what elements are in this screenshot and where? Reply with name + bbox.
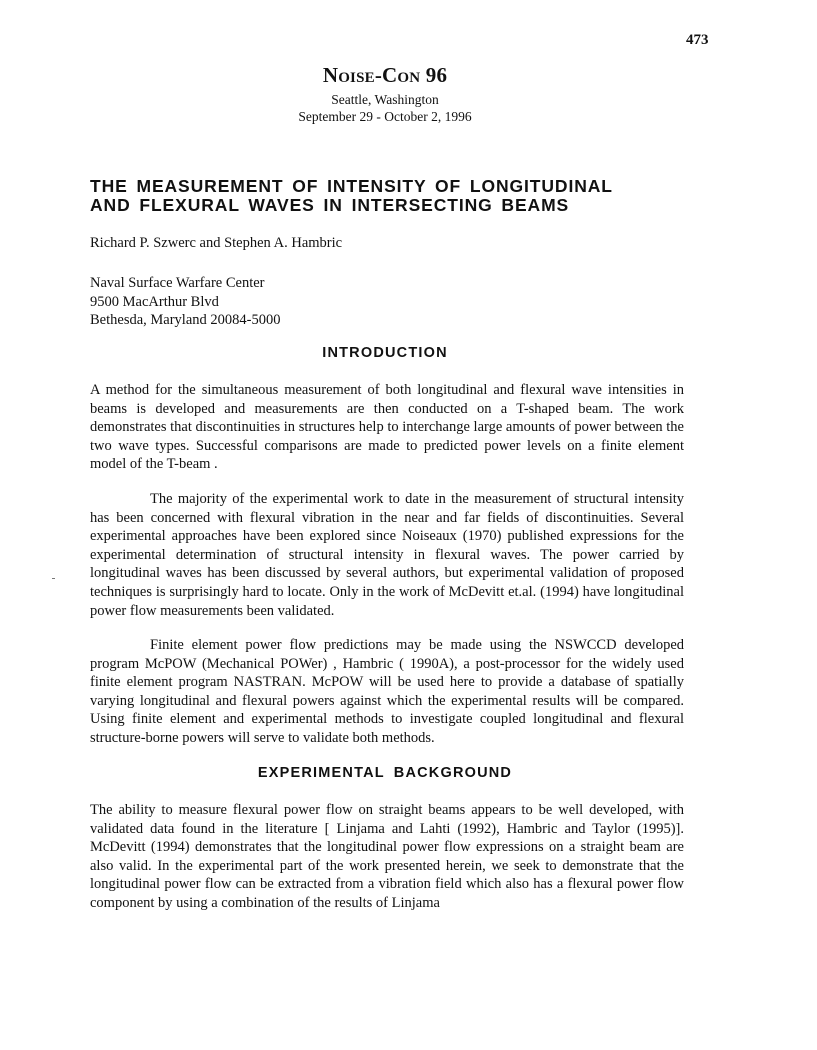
introduction-heading: INTRODUCTION xyxy=(322,345,448,361)
conference-name: Noise-Con 96 xyxy=(322,63,448,87)
affiliation-line-2: 9500 MacArthur Blvd xyxy=(90,293,219,310)
authors: Richard P. Szwerc and Stephen A. Hambric xyxy=(90,235,343,251)
affiliation-line-1: Naval Surface Warfare Center xyxy=(90,275,265,291)
paper-title xyxy=(90,177,710,215)
margin-mark xyxy=(52,578,55,579)
experimental-background-heading: EXPERIMENTAL BACKGROUND xyxy=(257,765,513,781)
paper-title-line-1: THE MEASUREMENT OF INTENSITY OF LONGITUDINAL xyxy=(90,176,613,196)
conference-dates: September 29 - October 2, 1996 xyxy=(298,109,472,124)
introduction-paragraph-1: A method for the simultaneous measurement of both longitudinal and flexural wave intensities in beams is developed and measurements are then conducted on a T-shaped beam. The work demonstrates that discontinuities in structures help to interchange large amounts of power between the two wave types. Successful comparisons are made to predicted power levels on a finite element model of the T-beam . xyxy=(90,382,684,473)
affiliation-line-3: Bethesda, Maryland 20084-5000 xyxy=(90,312,281,328)
introduction-paragraph-2: The majority of the experimental work to date in the measurement of structural intensity has been concerned with flexural vibration in the near and far fields of discontinuities. Several experimental approaches have been explored since Noiseaux (1970) published expressions for the experimental determination of structural intensity in flexural waves. The power carried by longitudinal waves has been discussed by several authors, but experimental validation of proposed techniques is surprisingly hard to locate. Only in the work of McDevitt et.al. (1994) have longitudinal power flow measurements been validated. xyxy=(90,491,684,619)
experimental-paragraph-1: The ability to measure flexural power flow on straight beams appears to be well developed, with validated data found in the literature [ Linjama and Lahti (1992), Hambric and Taylor (1995)]. McDevitt (1994) demonstrates that the longitudinal power flow expressions on a straight beam are also valid. In the experimental part of the work presented herein, we seek to demonstrate that the longitudinal power flow can be extracted from a vibration field which also has a flexural power flow component by using a combination of the results of Linjama xyxy=(90,802,684,911)
page-number: 473 xyxy=(686,32,709,48)
conference-location: Seattle, Washington xyxy=(331,92,439,107)
introduction-paragraph-3: Finite element power flow predictions may be made using the NSWCCD developed program McPOW (Mechanical POWer) , Hambric ( 1990A), a post-processor for the widely used finite element program NASTRAN. McPOW will be used here to provide a database of spatially varying longitudinal and flexural powers against which the experimental results will be compared. Using finite element and experimental methods to investigate coupled longitudinal and flexural structure-borne powers will serve to validate both methods. xyxy=(90,637,684,746)
paper-title-line-2: AND FLEXURAL WAVES IN INTERSECTING BEAMS xyxy=(90,195,570,215)
affiliation xyxy=(90,274,280,330)
